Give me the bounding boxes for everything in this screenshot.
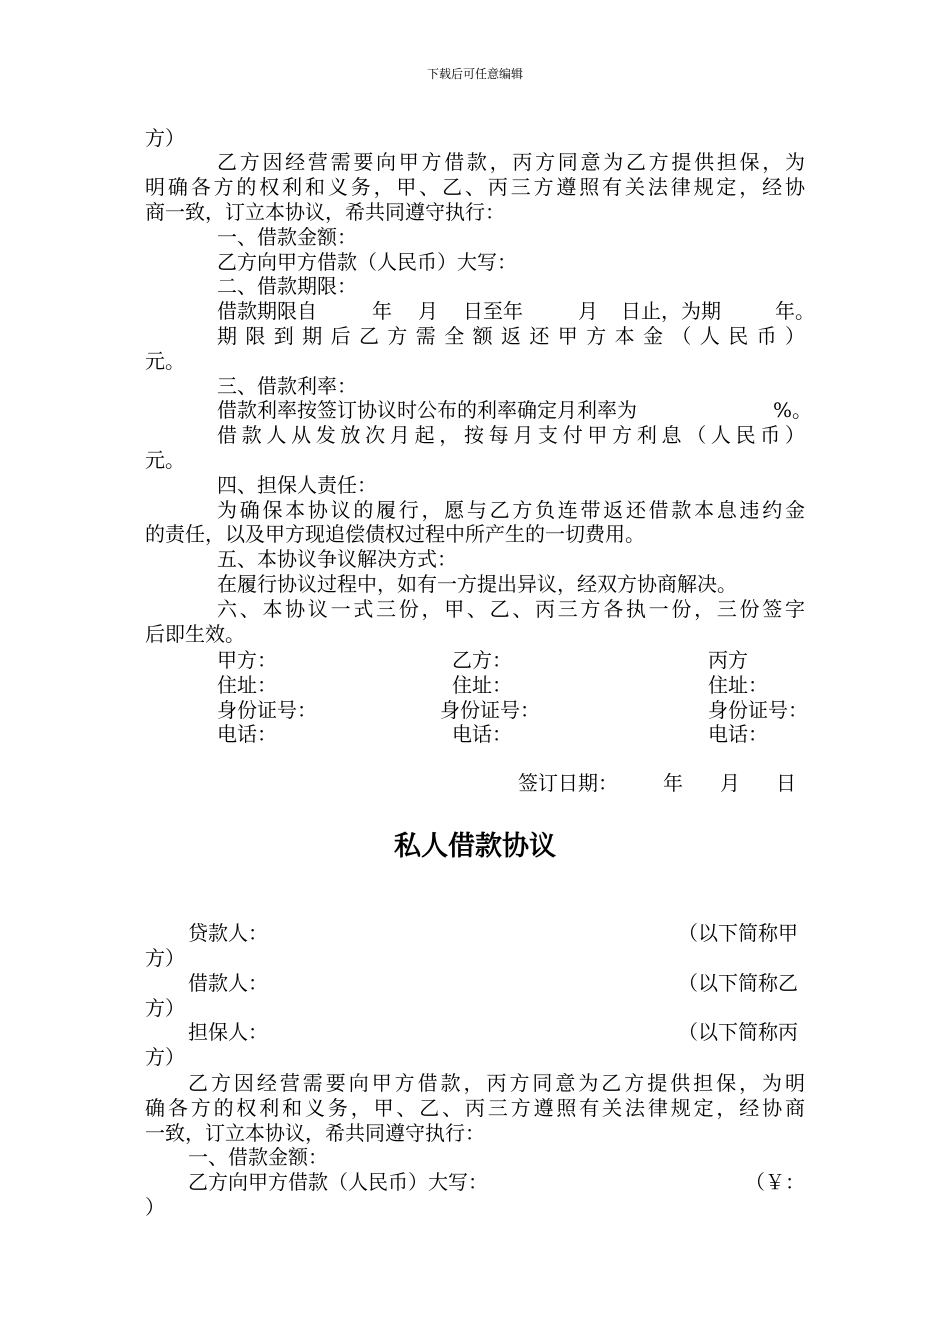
loan-term-from: 借款期限自 xyxy=(217,299,317,323)
party-c-id: 身份证号： xyxy=(708,698,808,722)
guarantor-label: 担保人： xyxy=(188,1020,268,1044)
party-a-label: 甲方： xyxy=(217,648,277,672)
borrower-suffix: （以下简称乙 xyxy=(678,971,798,995)
party-c-label: 丙方 xyxy=(708,648,748,672)
text-line: 的责任，以及甲方现追偿债权过程中所产生的一切费用。 xyxy=(145,522,645,546)
loan-term-month: 月 xyxy=(418,299,438,323)
loan-term-year: 年 xyxy=(372,299,392,323)
lender-continuation: 方） xyxy=(145,946,185,970)
text-line: 乙方因经营需要向甲方借款，丙方同意为乙方提供担保，为 xyxy=(217,150,805,174)
interest-rate-percent: %。 xyxy=(773,398,813,422)
party-b-label: 乙方： xyxy=(452,648,512,672)
yen-amount-label: （￥： xyxy=(745,1170,805,1194)
yen-amount-close: ） xyxy=(145,1195,165,1219)
text-line: 元。 xyxy=(145,448,185,472)
sign-date-day: 日 xyxy=(776,771,796,795)
loan-term-day-to-year: 日至年 xyxy=(463,299,523,323)
text-line: 乙方因经营需要向甲方借款，丙方同意为乙方提供担保，为明 xyxy=(188,1071,805,1095)
text-line: 借款人从发放次月起，按每月支付甲方利息（人民币） xyxy=(217,423,805,447)
text-line: 为确保本协议的履行，愿与乙方负连带返还借款本息违约金 xyxy=(217,498,805,522)
party-c-phone: 电话： xyxy=(708,722,768,746)
party-b-phone: 电话： xyxy=(452,722,512,746)
text-line: 六、本协议一式三份，甲、乙、丙三方各执一份，三份签字 xyxy=(217,597,805,621)
text-line: 乙方向甲方借款（人民币）大写： xyxy=(188,1170,488,1194)
section-heading: 一、借款金额： xyxy=(188,1145,328,1169)
text-line: 方） xyxy=(145,126,185,150)
section-heading: 五、本协议争议解决方式： xyxy=(217,547,457,571)
party-a-phone: 电话： xyxy=(217,722,277,746)
borrower-label: 借款人： xyxy=(188,971,268,995)
page-header: 下载后可任意编辑 xyxy=(426,67,523,81)
text-line: 后即生效。 xyxy=(145,622,245,646)
sign-date-year: 年 xyxy=(663,771,683,795)
borrower-continuation: 方） xyxy=(145,996,185,1020)
text-line: 在履行协议过程中，如有一方提出异议，经双方协商解决。 xyxy=(217,572,737,596)
text-line: 明确各方的权利和义务，甲、乙、丙三方遵照有关法律规定，经协 xyxy=(145,175,805,199)
guarantor-continuation: 方） xyxy=(145,1045,185,1069)
section-heading: 二、借款期限： xyxy=(217,274,357,298)
section-heading: 一、借款金额： xyxy=(217,225,357,249)
party-b-id: 身份证号： xyxy=(440,698,540,722)
party-a-address: 住址： xyxy=(217,673,277,697)
text-line: 一致，订立本协议，希共同遵守执行： xyxy=(145,1121,485,1145)
text-line: 乙方向甲方借款（人民币）大写： xyxy=(217,250,517,274)
party-c-address: 住址： xyxy=(708,673,768,697)
lender-label: 贷款人： xyxy=(188,921,268,945)
lender-suffix: （以下简称甲 xyxy=(678,921,798,945)
loan-term-until: 日止，为期 xyxy=(621,299,721,323)
party-a-id: 身份证号： xyxy=(217,698,317,722)
text-line: 商一致，订立本协议，希共同遵守执行： xyxy=(145,200,505,224)
sign-date-month: 月 xyxy=(720,771,740,795)
loan-term-years: 年。 xyxy=(775,299,815,323)
interest-rate-text: 借款利率按签订协议时公布的利率确定月利率为 xyxy=(217,398,637,422)
text-line: 元。 xyxy=(145,349,185,373)
party-b-address: 住址： xyxy=(452,673,512,697)
loan-term-month-2: 月 xyxy=(578,299,598,323)
sign-date-label: 签订日期： xyxy=(518,771,618,795)
section-heading: 三、借款利率： xyxy=(217,374,357,398)
document-title: 私人借款协议 xyxy=(394,831,556,862)
text-line: 期限到期后乙方需全额返还甲方本金（人民币） xyxy=(217,324,805,348)
guarantor-suffix: （以下简称丙 xyxy=(678,1020,798,1044)
section-heading: 四、担保人责任： xyxy=(217,473,377,497)
text-line: 确各方的权利和义务，甲、乙、丙三方遵照有关法律规定，经协商 xyxy=(145,1096,805,1120)
